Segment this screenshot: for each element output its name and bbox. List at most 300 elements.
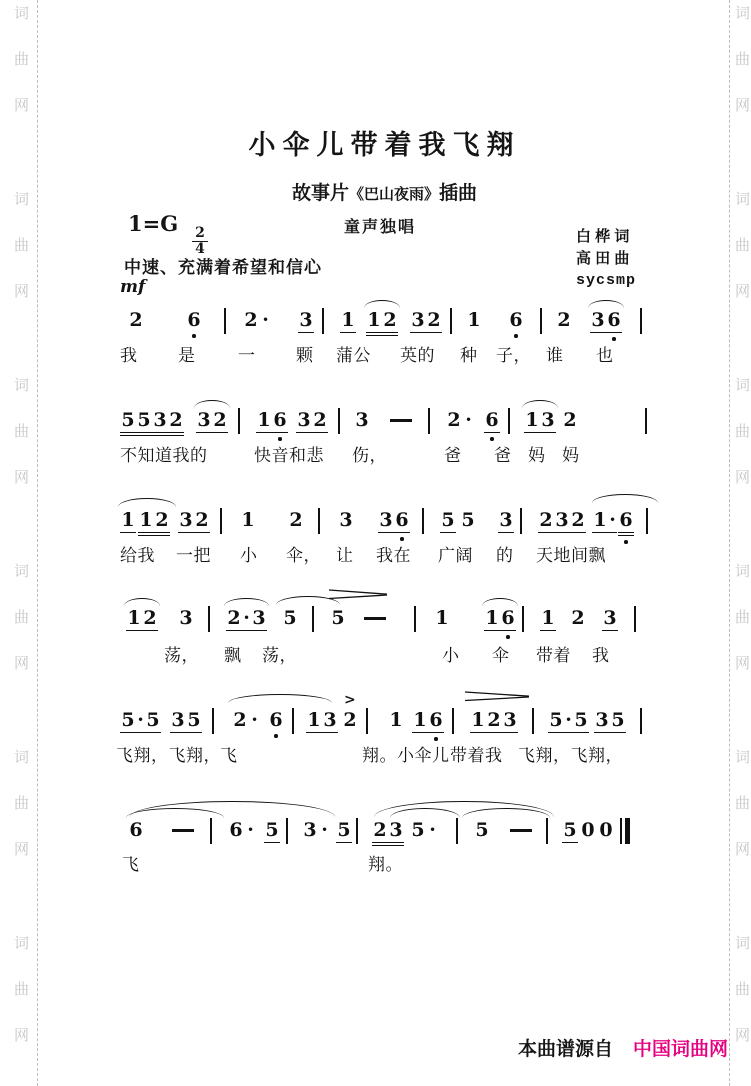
note-digit: 3 [297,409,311,431]
note-token [120,710,161,733]
lyric-token: 的 [496,546,514,565]
note-token [474,820,490,842]
barline [208,606,210,632]
note-token [580,820,596,842]
barline [366,708,368,734]
note-token [250,710,259,732]
barline [422,508,424,534]
watermark-text: 网 [14,841,30,858]
note-token [120,410,184,433]
watermark-text: 词 [735,377,751,394]
note-token [178,608,194,630]
note-digit: · [465,409,472,431]
watermark-text: 词 [735,563,751,580]
note-digit: 0 [581,819,595,841]
watermark-text: 词 [14,935,30,952]
note-digit: · [565,709,572,731]
note-digit: 5 [121,709,135,731]
note-digit: 0 [599,819,613,841]
note-digit: 3 [252,607,266,629]
lyric-token: 伞 [492,646,510,665]
watermark-text: 曲 [735,981,751,998]
note-token [428,820,437,842]
note-digit: 6 [501,607,515,629]
duration-dash [364,617,386,620]
note-digit: 1 [121,509,135,531]
note-token [282,608,298,630]
barline [522,606,524,632]
note-digit: 6 [187,309,201,331]
watermark-text: 曲 [14,609,30,626]
lyric-token: 飞 [122,855,140,874]
watermark-text: 网 [735,841,751,858]
lyric-token: 也 [596,346,614,365]
note-digit: 2 [343,709,357,731]
footer-brand: 中国词曲网 [633,1039,729,1060]
barline [645,408,647,434]
note-digit: 5 [265,819,279,841]
note-digit: 2 [487,709,501,731]
barline [312,606,314,632]
lyric-token: 飞翔，飞翔， [518,746,623,765]
watermark-text: 词 [14,5,30,22]
lyric-token: 伞， [286,546,321,565]
note-token [256,410,288,433]
note-digit: 2 [383,309,397,331]
note-token [538,510,586,533]
barline [520,508,522,534]
note-digit: 3 [323,709,337,731]
lyric-token: 一把 [176,546,211,565]
octave-dot [192,334,196,338]
watermark-text: 词 [735,935,751,952]
note-token [562,820,578,843]
lyric-token: 带着我 [450,746,503,765]
note-digit: 3 [153,409,167,431]
note-token [366,310,398,333]
note-digit: 5 [331,607,345,629]
watermark-text: 网 [14,469,30,486]
note-digit: 5 [337,819,351,841]
watermark-text: 词 [14,749,30,766]
note-digit: 3 [379,509,393,531]
watermark-text: 网 [735,469,751,486]
duration-dash [172,829,194,832]
meter-denominator: 4 [195,241,205,258]
note-digit: 5 [441,509,455,531]
note-digit: · [243,607,250,629]
note-token [594,710,626,733]
octave-dot [506,635,510,639]
note-digit: 3 [197,409,211,431]
note-digit: 3 [541,409,555,431]
subtitle-prefix: 故事片 [291,183,349,204]
second-underline [618,535,634,536]
lyric-token: 荡， [262,646,297,665]
barline [450,308,452,334]
duration-dash [390,419,412,422]
note-token [320,820,329,842]
subtitle-suffix: 插曲 [439,183,478,204]
note-digit: 1 [127,607,141,629]
note-digit: 1 [389,709,403,731]
note-token [170,710,202,733]
note-digit: 1 [257,409,271,431]
note-digit: 2 [129,309,143,331]
duration-dash [510,829,532,832]
lyric-token: 妈 [528,446,546,465]
note-digit: 2 [195,509,209,531]
barline [452,708,454,734]
note-token [372,820,404,843]
lyric-token: 我 [120,346,138,365]
hairpin-dim [328,589,388,600]
note-digit: 1 [471,709,485,731]
note-digit: 5 [611,709,625,731]
note-digit: 1 [307,709,321,731]
note-token [484,608,516,631]
note-digit: 1 [541,607,555,629]
lyric-token: 飞 [220,746,238,765]
note-digit: 2 [539,509,553,531]
barline [546,818,548,844]
lyricist-credit: 白 桦 词 [576,228,630,245]
barline [338,408,340,434]
watermark-text: 曲 [735,423,751,440]
watermark-text: 曲 [735,795,751,812]
slur-arc [118,498,176,507]
note-digit: 2 [427,309,441,331]
note-digit: 6 [395,509,409,531]
tie-arc [124,598,160,606]
note-digit: 5 [411,819,425,841]
lyric-token: 天地间飘 [536,546,606,565]
note-token [243,310,259,332]
note-digit: · [609,509,616,531]
watermark-text: 网 [14,655,30,672]
note-digit: 3 [603,607,617,629]
note-token [126,608,158,631]
lyric-token: 谁 [546,346,564,365]
note-token [484,410,500,433]
note-token [562,410,578,432]
note-token [590,310,622,333]
lyric-token: 广阔 [438,546,473,565]
watermark-text: 曲 [735,237,751,254]
note-digit: 6 [429,709,443,731]
note-token [302,820,318,842]
note-digit: 1 [341,309,355,331]
note-digit: · [429,819,436,841]
barline [292,708,294,734]
note-digit: · [321,819,328,841]
barline [212,708,214,734]
second-underline [138,535,170,536]
note-token [228,820,244,842]
note-digit: 2 [447,409,461,431]
slur-arc [592,494,658,503]
watermark-text: 网 [14,97,30,114]
footer-prefix: 本曲谱源自 [518,1039,614,1060]
note-digit: 3 [179,509,193,531]
note-digit: 2 [289,509,303,531]
tie-arc [522,400,558,408]
note-token [340,310,356,333]
note-token [460,510,476,532]
note-digit: 3 [171,709,185,731]
note-digit: 3 [555,509,569,531]
note-digit: 3 [411,309,425,331]
accent-mark: > [344,692,356,708]
slur-arc [228,694,332,703]
barline [456,818,458,844]
note-token [602,608,618,631]
note-digit: 3 [503,709,517,731]
note-digit: · [247,819,254,841]
watermark-text: 曲 [735,51,751,68]
note-token [410,310,442,333]
note-token [592,510,617,533]
note-digit: 3 [591,309,605,331]
barline [428,408,430,434]
note-token [508,310,524,332]
lyric-token: 翔。小伞儿 [362,746,450,765]
octave-dot [434,737,438,741]
watermark-text: 词 [14,563,30,580]
note-token [186,310,202,332]
octave-dot [612,337,616,341]
note-digit: 5 [563,819,577,841]
octave-dot [490,437,494,441]
note-token [338,510,354,532]
note-digit: 5 [283,607,297,629]
key-label: 1=G [128,211,179,236]
note-token [296,410,328,433]
hairpin-dim [464,691,530,702]
second-underline [366,335,398,336]
note-digit: 5 [461,509,475,531]
note-digit: 3 [339,509,353,531]
barline [286,818,288,844]
lyric-token: 带着 [536,646,571,665]
note-digit: 1 [593,509,607,531]
note-digit: 6 [129,819,143,841]
note-digit: 1 [413,709,427,731]
watermark-text: 曲 [14,795,30,812]
note-digit: 2 [143,607,157,629]
note-digit: · [137,709,144,731]
barline [220,508,222,534]
song-title: 小伞儿带着我飞翔 [248,130,521,160]
note-token [548,710,589,733]
lyric-token: 伤， [352,446,387,465]
lyric-token: 荡， [164,646,199,665]
note-token [464,410,473,432]
second-underline [372,845,404,846]
note-digit: · [262,309,269,331]
octave-dot [278,437,282,441]
second-underline [120,435,184,436]
octave-dot [514,334,518,338]
note-digit: 6 [485,409,499,431]
final-barline-thin [620,818,622,844]
note-token [434,608,450,630]
lyric-token: 爸 [444,446,462,465]
note-token [178,510,210,533]
barline [318,508,320,534]
note-token [466,310,482,332]
lyric-token: 蒲公 [336,346,371,365]
note-token [388,710,404,732]
watermark-text: 网 [735,283,751,300]
note-token [128,310,144,332]
note-token [306,710,338,733]
note-token [556,310,572,332]
watermark-text: 网 [14,1027,30,1044]
lyric-token: 飘 [224,646,242,665]
note-token [524,410,556,433]
note-digit: 1 [241,509,255,531]
watermark-text: 词 [14,191,30,208]
watermark-text: 词 [14,377,30,394]
note-digit: 3 [179,607,193,629]
note-digit: 3 [299,309,313,331]
lyric-token: 飞翔，飞翔， [116,746,221,765]
note-digit: 2 [373,819,387,841]
lyric-token: 小 [240,546,258,565]
note-token [298,310,314,333]
lyric-token: 种 [460,346,478,365]
note-token [128,820,144,842]
note-digit: 2 [244,309,258,331]
note-digit: 2 [213,409,227,431]
lyric-token: 我 [592,646,610,665]
barline [634,606,636,632]
lyric-token: 翔。 [368,855,403,874]
note-digit: 2 [155,509,169,531]
note-token [342,710,358,732]
note-token [498,510,514,533]
note-digit: 2 [233,709,247,731]
note-digit: 2 [169,409,183,431]
note-digit: 2 [563,409,577,431]
watermark-text: 曲 [14,51,30,68]
note-token [120,510,136,533]
note-digit: 1 [467,309,481,331]
note-digit: 2 [571,607,585,629]
lyric-token: 子， [496,346,531,365]
note-digit: 5 [146,709,160,731]
barline [356,818,358,844]
note-digit: 6 [509,309,523,331]
note-digit: · [251,709,258,731]
note-digit: 1 [485,607,499,629]
note-token [570,608,586,630]
note-token [446,410,462,432]
note-digit: 3 [595,709,609,731]
watermark-text: 网 [735,97,751,114]
barline [322,308,324,334]
source-footer [518,1034,728,1061]
barline [508,408,510,434]
note-digit: 3 [389,819,403,841]
lyric-token: 爸 [494,446,512,465]
note-token [336,820,352,843]
dynamic-marking: mf [120,277,146,297]
barline [414,606,416,632]
note-token [330,608,346,630]
watermark-text: 曲 [14,981,30,998]
barline [640,708,642,734]
watermark-text: 网 [14,283,30,300]
note-token [288,510,304,532]
film-name: 《巴山夜雨》 [348,186,439,203]
barline [540,308,542,334]
composer-credit: 高 田 曲 [576,250,630,267]
lyric-token: 给我 [120,546,155,565]
note-digit: 5 [187,709,201,731]
barline [238,408,240,434]
tie-arc [194,400,230,408]
lyric-token: 一 [238,346,256,365]
note-token [268,710,284,732]
watermark-text: 曲 [14,423,30,440]
note-digit: 5 [549,709,563,731]
lyric-token: 小 [442,646,460,665]
note-digit: 6 [273,409,287,431]
note-digit: 5 [121,409,135,431]
watermark-text: 词 [735,749,751,766]
performance-type: 童声独唱 [344,219,417,236]
note-digit: 2 [557,309,571,331]
barline [224,308,226,334]
note-token [540,608,556,631]
note-digit: 1 [139,509,153,531]
octave-dot [274,734,278,738]
tie-arc [482,598,518,606]
note-digit: 6 [269,709,283,731]
lyric-token: 妈 [562,446,580,465]
lyric-token: 颗 [296,346,314,365]
note-token [440,510,456,533]
lyric-token: 我在 [376,546,411,565]
note-digit: 3 [355,409,369,431]
note-digit: 1 [435,607,449,629]
note-token [232,710,248,732]
barline [646,508,648,534]
note-digit: 6 [619,509,633,531]
lyric-token: 英的 [400,346,435,365]
tempo-marking: 中速、充满着希望和信心 [124,258,322,277]
watermark-text: 词 [735,191,751,208]
lyric-token: 不知道我的 [120,446,208,465]
watermark-text: 词 [735,5,751,22]
note-token [598,820,614,842]
watermark-text: 曲 [14,237,30,254]
note-digit: 6 [229,819,243,841]
barline [532,708,534,734]
octave-dot [400,537,404,541]
note-token [196,410,228,433]
note-digit: 2 [571,509,585,531]
watermark-text: 曲 [735,609,751,626]
note-digit: 2 [313,409,327,431]
note-digit: 5 [475,819,489,841]
note-token [470,710,518,733]
note-token [261,310,270,332]
note-digit: 6 [607,309,621,331]
note-token [240,510,256,532]
